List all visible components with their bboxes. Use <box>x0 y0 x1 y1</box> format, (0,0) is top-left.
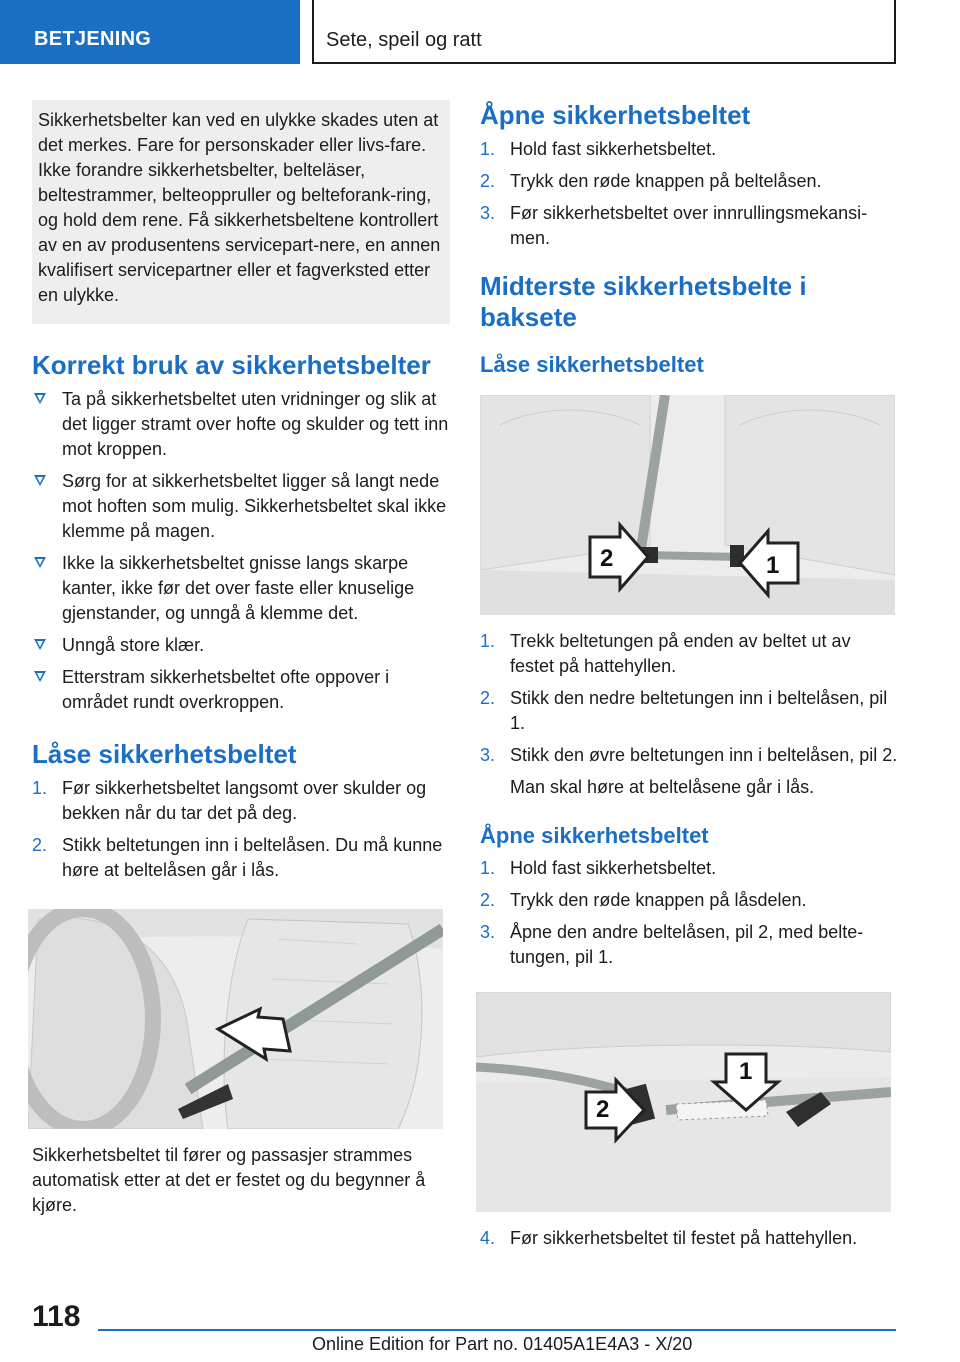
middle-lock-steps <box>480 629 898 768</box>
list-item: 2. Trykk den røde knappen på beltelåsen. <box>480 171 822 191</box>
list-item: 3. Stikk den øvre beltetungen inn i beltelåsen, pil 2. <box>480 745 898 765</box>
subheading-lock: Låse sikkerhetsbeltet <box>480 352 704 377</box>
list-item: 1. Før sikkerhetsbeltet langsomt over skulder og bekken når du tar det på deg. <box>32 778 427 823</box>
triangle-bullet-icon <box>34 393 46 404</box>
heading-correct-use: Korrekt bruk av sikkerhetsbelter <box>32 350 431 380</box>
warning-box <box>32 100 450 324</box>
chapter-header <box>312 0 896 64</box>
left-column <box>32 100 450 1218</box>
list-item: Etterstram sikkerhetsbeltet ofte oppover i området rundt overkroppen. <box>32 665 450 715</box>
heading-lock-belt: Låse sikkerhetsbeltet <box>32 739 297 769</box>
front-seat-belt-photo <box>28 909 443 1129</box>
middle-lock-note: Man skal høre at beltelåsene går i lås. <box>510 777 815 797</box>
list-item: Sørg for at sikkerhetsbeltet ligger så langt nede mot hoften som mulig. Sikkerhetsbeltet skal ikke klemme på magen. <box>32 469 450 544</box>
front-seat-illustration <box>28 909 443 1129</box>
open-steps <box>480 137 898 251</box>
photo1-label-2: 2 <box>600 545 614 572</box>
edition-text: Online Edition for Part no. 01405A1E4A3 - X/20 <box>312 1334 693 1354</box>
warning-text: Sikkerhetsbelter kan ved en ulykke skades uten at det merkes. Fare for personskader eller livs-fare. Ikke forandre sikkerhetsbelter, belteläser, beltestrammer, belteoppruller og belteforank-ring, og hold dem rene. Få sikkerhetsbeltene kontrollert av en av produsentens servicepart-nere, en annen kvalifisert servicepartner eller et fagverksted etter en ulykke. <box>38 110 441 305</box>
subheading-open: Åpne sikkerhetsbeltet <box>480 823 709 848</box>
list-item: 2. Stikk beltetungen inn i beltelåsen. Du må kunne høre at beltelåsen går i lås. <box>32 835 443 880</box>
rear-seat-open-photo <box>476 992 891 1212</box>
list-item: Ikke la sikkerhetsbeltet gnisse langs skarpe kanter, ikke før det over faste eller knuselige gjenstander, og unngå å klemme det. <box>32 551 450 626</box>
rear-buckle-illustration <box>476 992 891 1212</box>
heading-middle-belt: Midterste sikkerhetsbelte i baksete <box>480 271 807 332</box>
list-item: Ta på sikkerhetsbeltet uten vridninger og slik at det ligger stramt over hofte og skulder og tett inn mot kroppen. <box>32 387 450 462</box>
photo2-label-1: 1 <box>739 1058 753 1085</box>
chapter-title: Sete, speil og ratt <box>326 29 482 51</box>
triangle-bullet-icon <box>34 671 46 682</box>
list-item: Unngå store klær. <box>32 633 450 658</box>
list-item: 3. Åpne den andre beltelåsen, pil 2, med belte-tungen, pil 1. <box>480 922 864 967</box>
rear-seat-illustration <box>480 395 895 615</box>
heading-open-belt: Åpne sikkerhetsbeltet <box>480 100 751 130</box>
list-item: 4. Før sikkerhetsbeltet til festet på hattehyllen. <box>480 1228 858 1248</box>
rear-seat-lock-photo <box>480 395 895 615</box>
list-item: 1. Trekk beltetungen på enden av beltet ut av festet på hattehyllen. <box>480 631 851 676</box>
section-tab <box>0 0 300 64</box>
final-step-list <box>480 1226 898 1251</box>
right-column <box>480 100 898 1251</box>
section-title: BETJENING <box>34 28 152 50</box>
list-item: 3. Før sikkerhetsbeltet over innrullingsmekansi-men. <box>480 203 868 248</box>
list-item: 2. Trykk den røde knappen på låsdelen. <box>480 890 807 910</box>
lock-steps <box>32 776 450 883</box>
caption-text: Sikkerhetsbeltet til fører og passasjer strammes automatisk etter at det er festet og du begynner å kjøre. <box>32 1145 426 1215</box>
page-number: 118 <box>32 1300 81 1333</box>
triangle-bullet-icon <box>34 475 46 486</box>
list-item: 1. Hold fast sikkerhetsbeltet. <box>480 139 717 159</box>
list-item: 1. Hold fast sikkerhetsbeltet. <box>480 858 717 878</box>
photo1-label-1: 1 <box>766 552 780 579</box>
correct-use-list <box>32 387 450 715</box>
list-item: 2. Stikk den nedre beltetungen inn i beltelåsen, pil 1. <box>480 688 888 733</box>
photo2-label-2: 2 <box>596 1096 610 1123</box>
footer-divider <box>98 1329 896 1331</box>
triangle-bullet-icon <box>34 639 46 650</box>
middle-open-steps <box>480 856 898 970</box>
triangle-bullet-icon <box>34 557 46 568</box>
